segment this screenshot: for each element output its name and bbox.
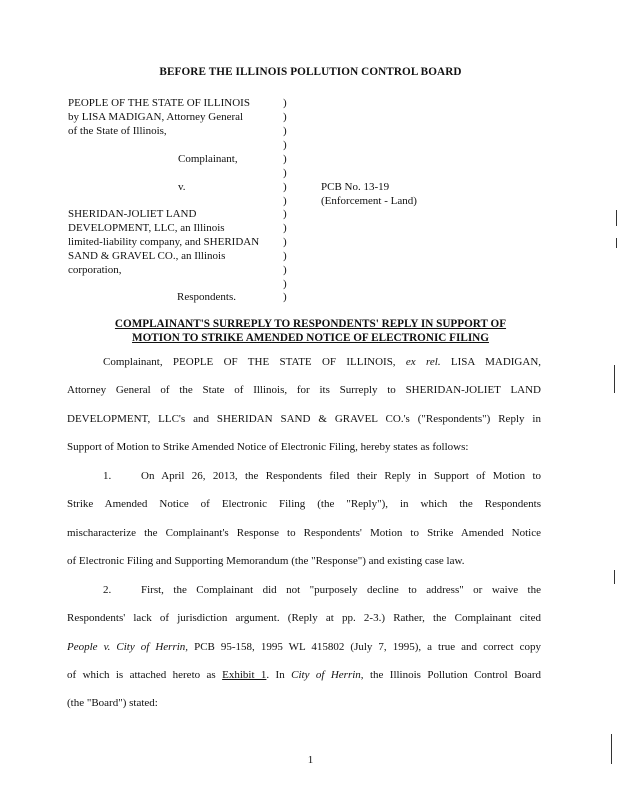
paragraph-2-line-4-b: . In [266,669,285,681]
case-citation-herrin-short: City of Herrin, [291,669,364,681]
page-number: 1 [307,754,314,766]
paragraph-2-line-5: (the "Board") stated: [67,697,158,709]
caption-paren: ) [283,111,287,123]
case-citation-herrin: People v. City of Herrin, [67,641,189,653]
caption-paren: ) [283,139,287,151]
paragraph-2-line-4 [67,669,541,681]
document-title-line-2: MOTION TO STRIKE AMENDED NOTICE OF ELECTRONIC FILING [132,332,489,344]
defendant-line-3: limited-liability company, and SHERIDAN [68,236,260,248]
paragraph-1-line-3: mischaracterize the Complainant's Response to Respondents' Motion to Strike Amended Notice [67,527,541,539]
defendant-line-1: SHERIDAN-JOLIET LAND [68,208,197,220]
intro-ex-rel: ex rel. [405,356,441,368]
case-type: (Enforcement - Land) [321,195,417,207]
caption-paren: ) [283,153,287,165]
plaintiff-line-3: of the State of Illinois, [68,125,167,137]
caption-paren: ) [283,97,287,109]
defendant-line-5: corporation, [68,264,122,276]
intro-line-3: DEVELOPMENT, LLC's and SHERIDAN SAND & GRAVEL CO.'s ("Respondents") Reply in [67,413,541,425]
scan-artifact-mark [614,365,615,393]
intro-line-1 [103,356,541,368]
paragraph-1-line-1: On April 26, 2013, the Respondents filed their Reply in Support of Motion to [141,470,541,482]
scan-artifact-mark [616,210,617,226]
defendant-line-2: DEVELOPMENT, LLC, an Illinois [68,222,225,234]
paragraph-2-line-4-c: the Illinois Pollution Control Board [369,669,541,681]
intro-line-1-a: Complainant, PEOPLE OF THE STATE OF ILLINOIS, [103,356,396,368]
caption-paren: ) [283,264,287,276]
caption-paren: ) [283,222,287,234]
document-title-line-1: COMPLAINANT'S SURREPLY TO RESPONDENTS' REPLY IN SUPPORT OF [114,318,507,330]
plaintiff-line-2: by LISA MADIGAN, Attorney General [68,111,244,123]
paragraph-2-line-2: Respondents' lack of jurisdiction argument. (Reply at pp. 2-3.) Rather, the Complainant cited [67,612,541,624]
caption-paren: ) [283,195,287,207]
exhibit-1-reference: Exhibit 1 [222,669,267,681]
case-number: PCB No. 13-19 [321,181,390,193]
caption-paren: ) [283,125,287,137]
intro-line-1-b: LISA MADIGAN, [450,356,542,368]
caption-paren: ) [283,167,287,179]
paragraph-2-line-3-rest: PCB 95-158, 1995 WL 415802 (July 7, 1995), a true and correct copy [194,641,542,653]
caption-paren: ) [283,208,287,220]
intro-line-2: Attorney General of the State of Illinois, for its Surreply to SHERIDAN-JOLIET LAND [67,384,541,396]
caption-paren: ) [283,236,287,248]
paragraph-2-number: 2. [103,584,112,596]
scan-artifact-mark [614,570,615,584]
paragraph-1-line-2: Strike Amended Notice of Electronic Filing (the "Reply"), in which the Respondents [67,498,541,510]
paragraph-1-line-4: of Electronic Filing and Supporting Memorandum (the "Response") and existing case law. [67,555,465,567]
board-heading: BEFORE THE ILLINOIS POLLUTION CONTROL BOARD [159,66,462,78]
respondents-label: Respondents. [177,291,236,303]
paragraph-2-line-4-a: of which is attached hereto as [67,669,216,681]
complainant-label: Complainant, [178,153,238,165]
paragraph-2-line-1: First, the Complainant did not "purposely decline to address" or waive the [141,584,541,596]
scan-artifact-mark [616,238,617,248]
caption-paren: ) [283,278,287,290]
intro-line-4: Support of Motion to Strike Amended Notice of Electronic Filing, hereby states as follows: [67,441,469,453]
caption-paren: ) [283,181,287,193]
paragraph-1-number: 1. [103,470,112,482]
defendant-line-4: SAND & GRAVEL CO., an Illinois [68,250,226,262]
scan-artifact-mark [611,734,612,764]
plaintiff-line-1: PEOPLE OF THE STATE OF ILLINOIS [68,97,250,109]
paragraph-2-line-3 [67,641,541,653]
caption-paren: ) [283,250,287,262]
versus-label: v. [178,181,186,193]
caption-paren: ) [283,291,287,303]
